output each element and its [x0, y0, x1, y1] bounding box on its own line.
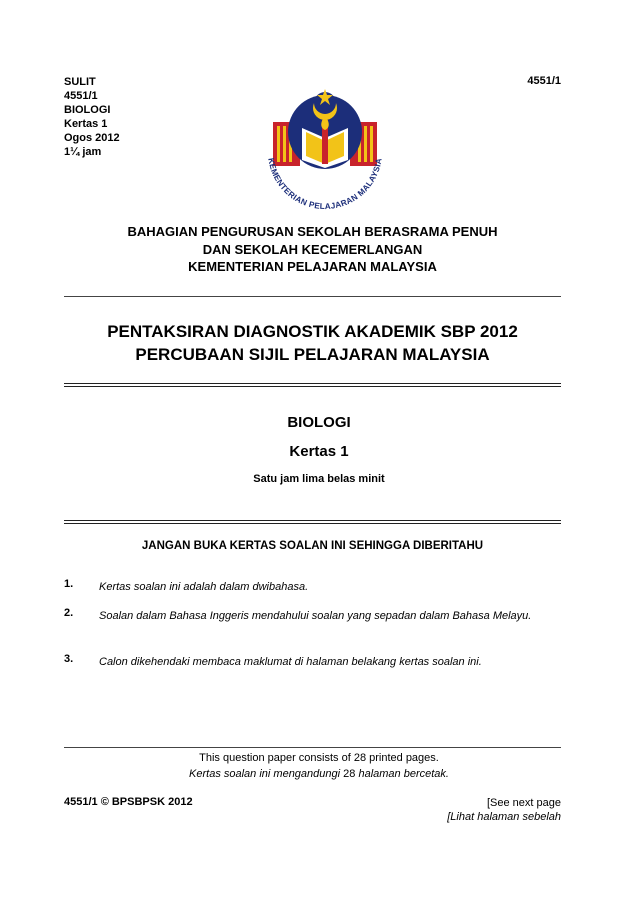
paper-number: Kertas 1: [64, 118, 108, 130]
instruction-number: 2.: [64, 607, 74, 619]
org-line-2: DAN SEKOLAH KECEMERLANGAN: [202, 241, 423, 257]
page-count-ms: [0, 768, 638, 780]
org-line-1: BAHAGIAN PENGURUSAN SEKOLAH BERASRAMA PENUH: [127, 224, 498, 239]
instruction-text: Soalan dalam Bahasa Inggeris mendahului soalan yang sepadan dalam Bahasa Melayu.: [99, 610, 532, 622]
sulit-label: SULIT: [64, 76, 96, 88]
exam-month: Ogos 2012: [64, 132, 120, 144]
paper-code-right: 4551/1: [527, 75, 561, 87]
lihat-halaman-sebelah: [Lihat halaman sebelah: [447, 811, 561, 823]
ministry-logo: [262, 86, 388, 216]
page-count-ms-suffix: halaman bercetak.: [358, 768, 449, 780]
duration-text: Satu jam lima belas minit: [253, 473, 385, 485]
instruction-text: Calon dikehendaki membaca maklumat di halaman belakang kertas soalan ini.: [99, 656, 482, 668]
page-count-ms-prefix: Kertas soalan ini mengandungi: [189, 768, 341, 780]
divider-top: [64, 296, 561, 297]
exam-title-2: PERCUBAAN SIJIL PELAJARAN MALAYSIA: [135, 345, 490, 364]
page-count-en: This question paper consists of 28 printed pages.: [199, 752, 439, 764]
exam-title-block: [64, 320, 561, 366]
exam-duration-short: 1¼ jam: [64, 146, 102, 158]
instruction-text: Kertas soalan ini adalah dalam dwibahasa.: [99, 581, 309, 593]
paper-code: 4551/1: [64, 90, 98, 102]
instruction-item: [64, 653, 561, 671]
exam-title-1: PENTAKSIRAN DIAGNOSTIK AKADEMIK SBP 2012: [107, 322, 518, 341]
subject-title: BIOLOGI: [287, 414, 351, 431]
logo-ring-text: KEMENTERIAN PELAJARAN MALAYSIA: [266, 157, 384, 212]
paper-title: Kertas 1: [289, 443, 349, 460]
divider-exam: [64, 383, 561, 387]
page-count-ms-number: 28: [343, 768, 356, 780]
divider-bottom: [64, 747, 561, 748]
instruction-item: [64, 578, 561, 596]
org-line-3: KEMENTERIAN PELAJARAN MALAYSIA: [188, 259, 437, 274]
instruction-number: 3.: [64, 653, 74, 665]
subject-short: BIOLOGI: [64, 104, 111, 116]
warning-notice: JANGAN BUKA KERTAS SOALAN INI SEHINGGA DIBERITAHU: [141, 540, 484, 552]
see-next-page: [See next page: [486, 797, 561, 809]
divider-subject: [64, 520, 561, 524]
footer-next-page: [447, 796, 561, 824]
header-info: [64, 75, 120, 159]
instruction-number: 1.: [64, 578, 74, 590]
instruction-item: [64, 607, 561, 625]
organisation-block: [64, 223, 561, 276]
footer-copyright: 4551/1 © BPSBPSK 2012: [64, 796, 193, 808]
